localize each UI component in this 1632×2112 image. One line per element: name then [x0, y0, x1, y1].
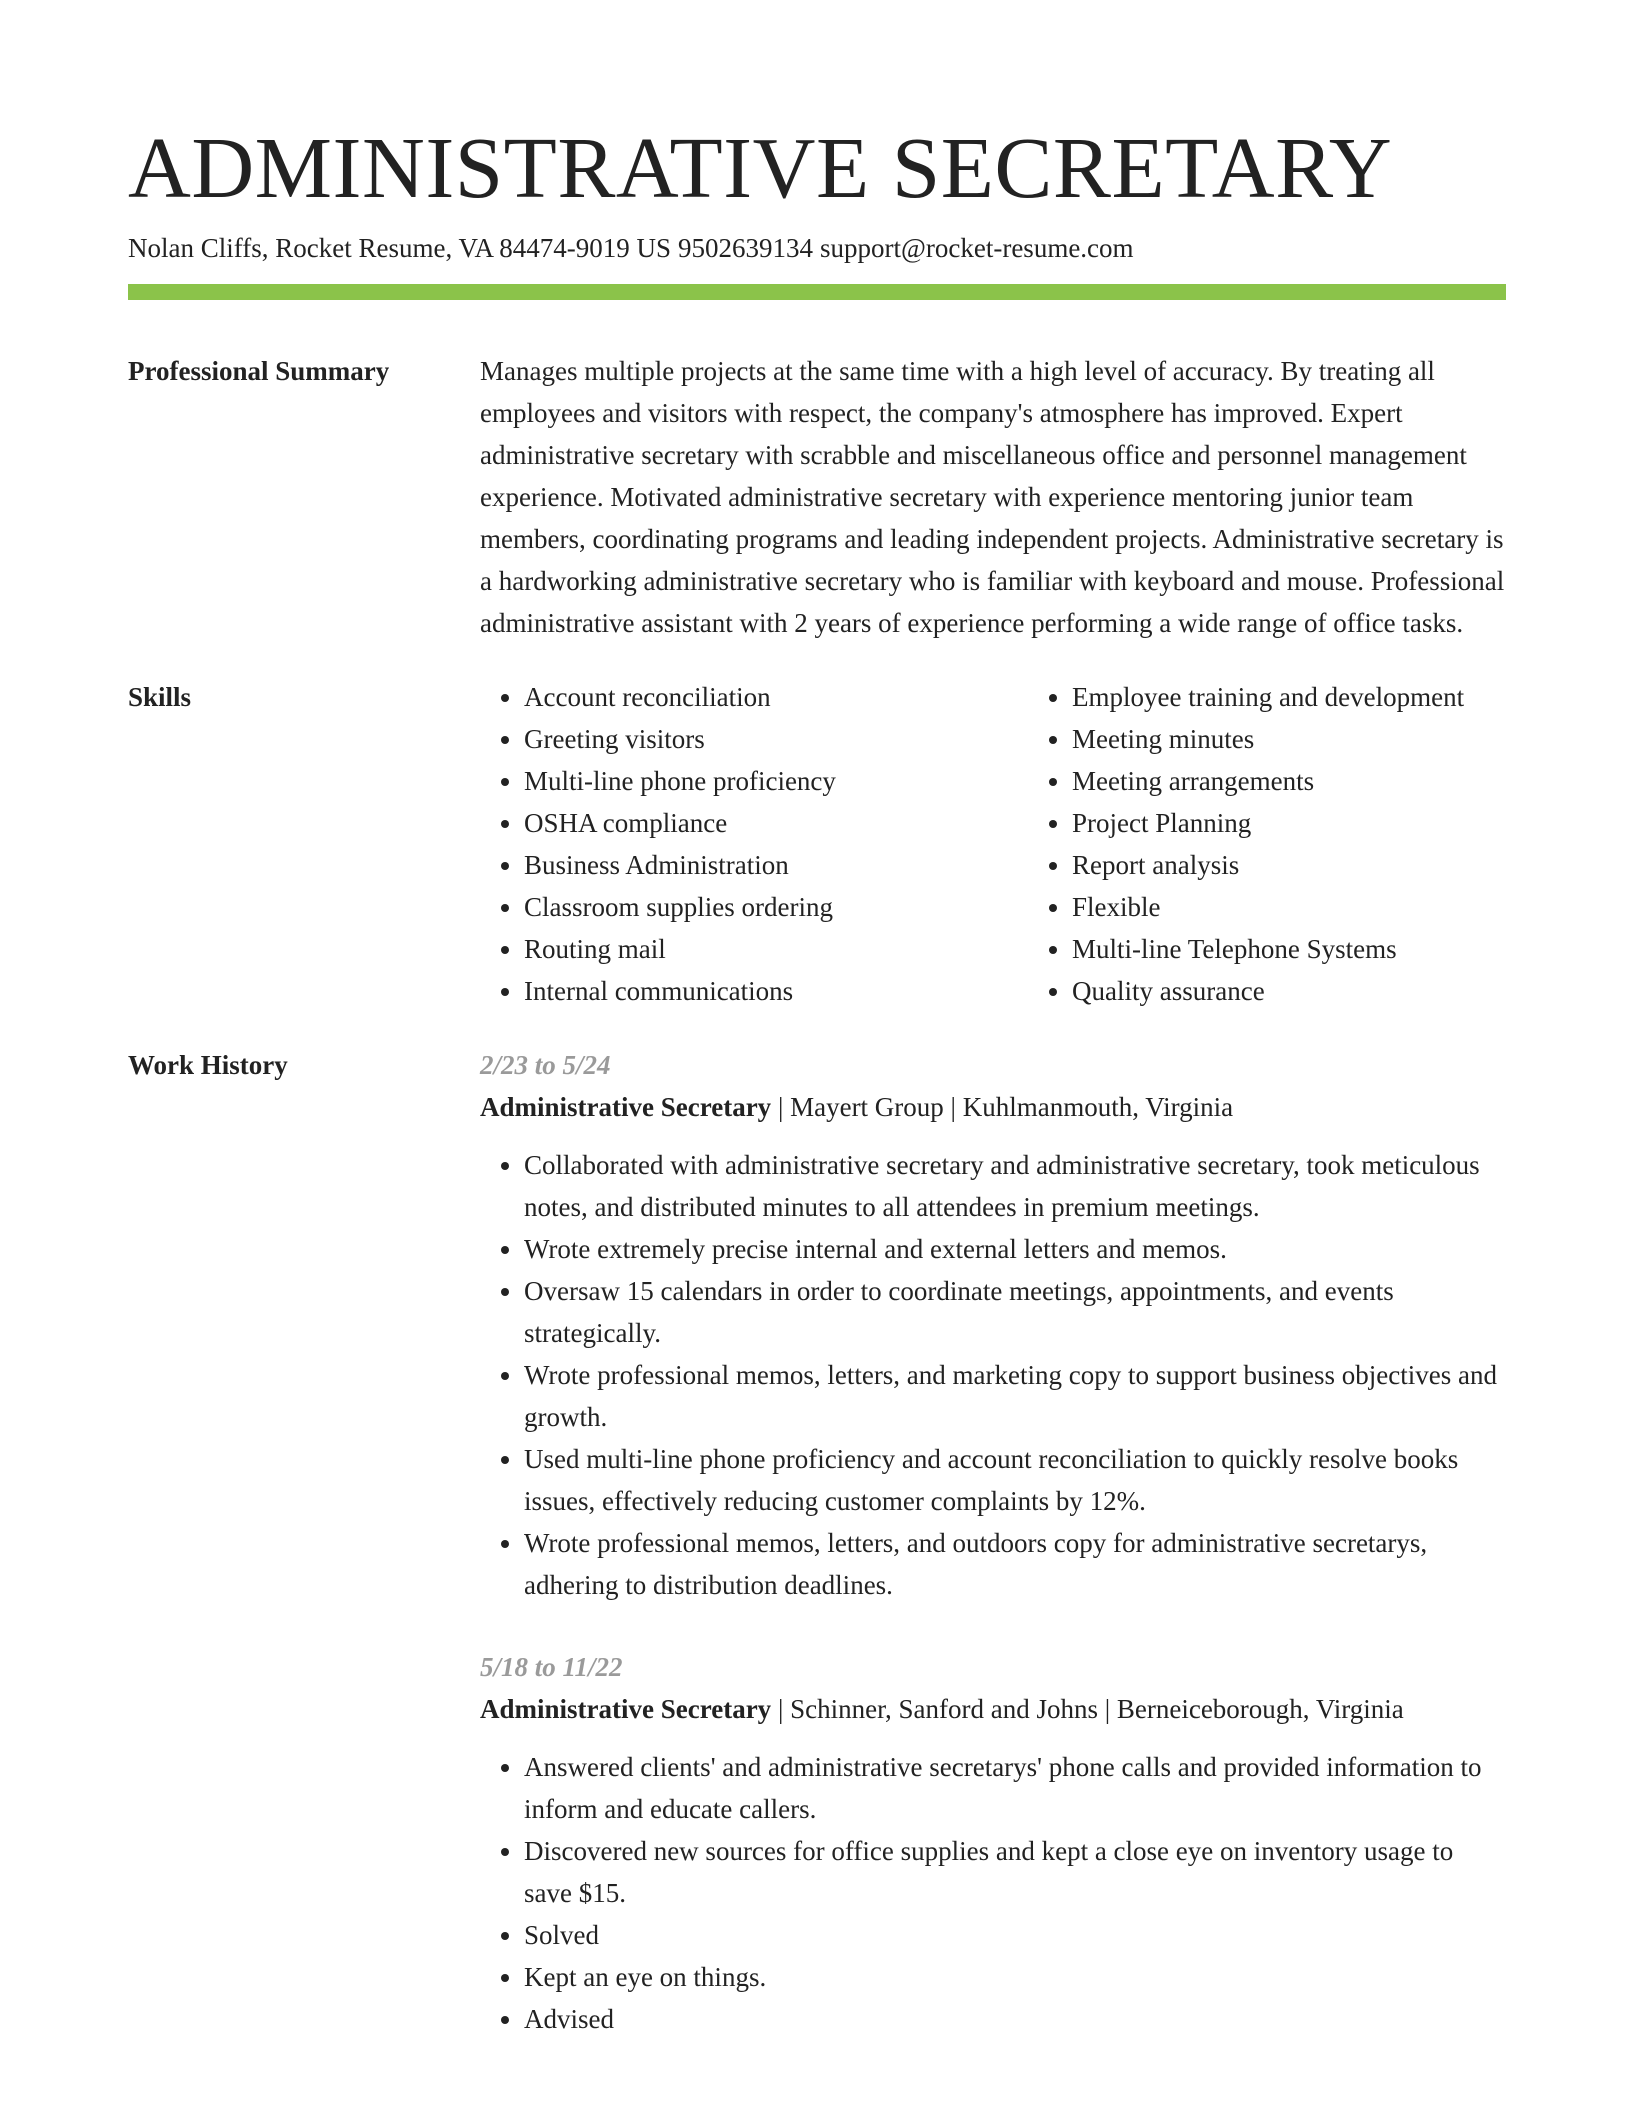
contact-email: support@rocket-resume.com: [820, 233, 1134, 263]
job-bullet: • Wrote professional memos, letters, and marketing copy to support business objectives and growth.: [524, 1354, 1506, 1438]
job-dates: 5/18 to 11/22: [480, 1652, 623, 1682]
job-bullet: • Wrote extremely precise internal and external letters and memos.: [524, 1228, 1506, 1270]
skill-item: • Classroom supplies ordering: [524, 886, 1028, 928]
skill-item: • Project Planning: [1072, 802, 1576, 844]
section-label-summary: Professional Summary: [128, 356, 390, 386]
header-divider: [128, 284, 1506, 300]
skills-list-left: [480, 676, 1028, 1012]
job-dates: 2/23 to 5/24: [480, 1050, 611, 1080]
skill-item: • Quality assurance: [1072, 970, 1576, 1012]
skill-item: • OSHA compliance: [524, 802, 1028, 844]
job-bullet: • Solved: [524, 1914, 1506, 1956]
skills-grid: [480, 676, 1576, 1012]
skill-item: • Routing mail: [524, 928, 1028, 970]
work-history-body: [480, 1044, 1506, 2040]
job-bullet: • Advised: [524, 1998, 1506, 2040]
job-bullet: • Answered clients' and administrative secretarys' phone calls and provided information to inform and educate callers.: [524, 1746, 1506, 1830]
job-bullet: • Oversaw 15 calendars in order to coordinate meetings, appointments, and events strategically.: [524, 1270, 1506, 1354]
job-entry: [480, 1044, 1506, 1606]
summary-text: Manages multiple projects at the same time with a high level of accuracy. By treating all employees and visitors with respect, the company's atmosphere has improved. Expert administrative secretary with scrabble and miscellaneous office and personnel management experience. Motivated administrative secretary with experience mentoring junior team members, coordinating programs and leading independent projects. Administrative secretary is a hardworking administrative secretary who is familiar with keyboard and mouse. Professional administrative assistant with 2 years of experience performing a wide range of office tasks.: [480, 356, 1505, 638]
work-history-section: [128, 1044, 1506, 2040]
resume-title: ADMINISTRATIVE SECRETARY: [128, 119, 1393, 216]
job-bullet: • Discovered new sources for office supplies and kept a close eye on inventory usage to save $15.: [524, 1830, 1506, 1914]
skill-item: • Employee training and development: [1072, 676, 1576, 718]
job-title: Administrative Secretary: [480, 1694, 772, 1724]
job-bullet: • Kept an eye on things.: [524, 1956, 1506, 1998]
skill-item: • Meeting arrangements: [1072, 760, 1576, 802]
job-entry: [480, 1646, 1506, 2040]
skills-section: [128, 676, 1506, 1012]
skill-item: • Report analysis: [1072, 844, 1576, 886]
skill-item: • Meeting minutes: [1072, 718, 1576, 760]
contact-phone: 9502639134: [678, 233, 814, 263]
contact-line: [128, 230, 1506, 266]
job-details: | Schinner, Sanford and Johns | Berneiceborough, Virginia: [771, 1694, 1404, 1724]
section-label-skills: Skills: [128, 682, 192, 712]
job-title: Administrative Secretary: [480, 1092, 772, 1122]
professional-summary-section: [128, 350, 1506, 644]
skill-item: • Multi-line Telephone Systems: [1072, 928, 1576, 970]
job-bullets: [480, 1144, 1506, 1606]
job-title-line: [480, 1688, 1506, 1730]
section-label-work-history: Work History: [128, 1050, 288, 1080]
skill-item: • Business Administration: [524, 844, 1028, 886]
job-bullet: • Wrote professional memos, letters, and outdoors copy for administrative secretarys, adhering to distribution deadlines.: [524, 1522, 1506, 1606]
skill-item: • Greeting visitors: [524, 718, 1028, 760]
contact-address: Nolan Cliffs, Rocket Resume, VA 84474-9019 US: [128, 233, 672, 263]
job-bullets: [480, 1746, 1506, 2040]
summary-body: [480, 350, 1506, 644]
job-title-line: [480, 1086, 1506, 1128]
job-bullet: • Collaborated with administrative secretary and administrative secretary, took meticulous notes, and distributed minutes to all attendees in premium meetings.: [524, 1144, 1506, 1228]
skills-list-right: [1028, 676, 1576, 1012]
job-bullet: • Used multi-line phone proficiency and account reconciliation to quickly resolve books issues, effectively reducing customer complaints by 12%.: [524, 1438, 1506, 1522]
skill-item: • Account reconciliation: [524, 676, 1028, 718]
skill-item: • Flexible: [1072, 886, 1576, 928]
skill-item: • Internal communications: [524, 970, 1028, 1012]
job-details: | Mayert Group | Kuhlmanmouth, Virginia: [771, 1092, 1234, 1122]
resume-page: [128, 118, 1506, 2040]
skill-item: • Multi-line phone proficiency: [524, 760, 1028, 802]
